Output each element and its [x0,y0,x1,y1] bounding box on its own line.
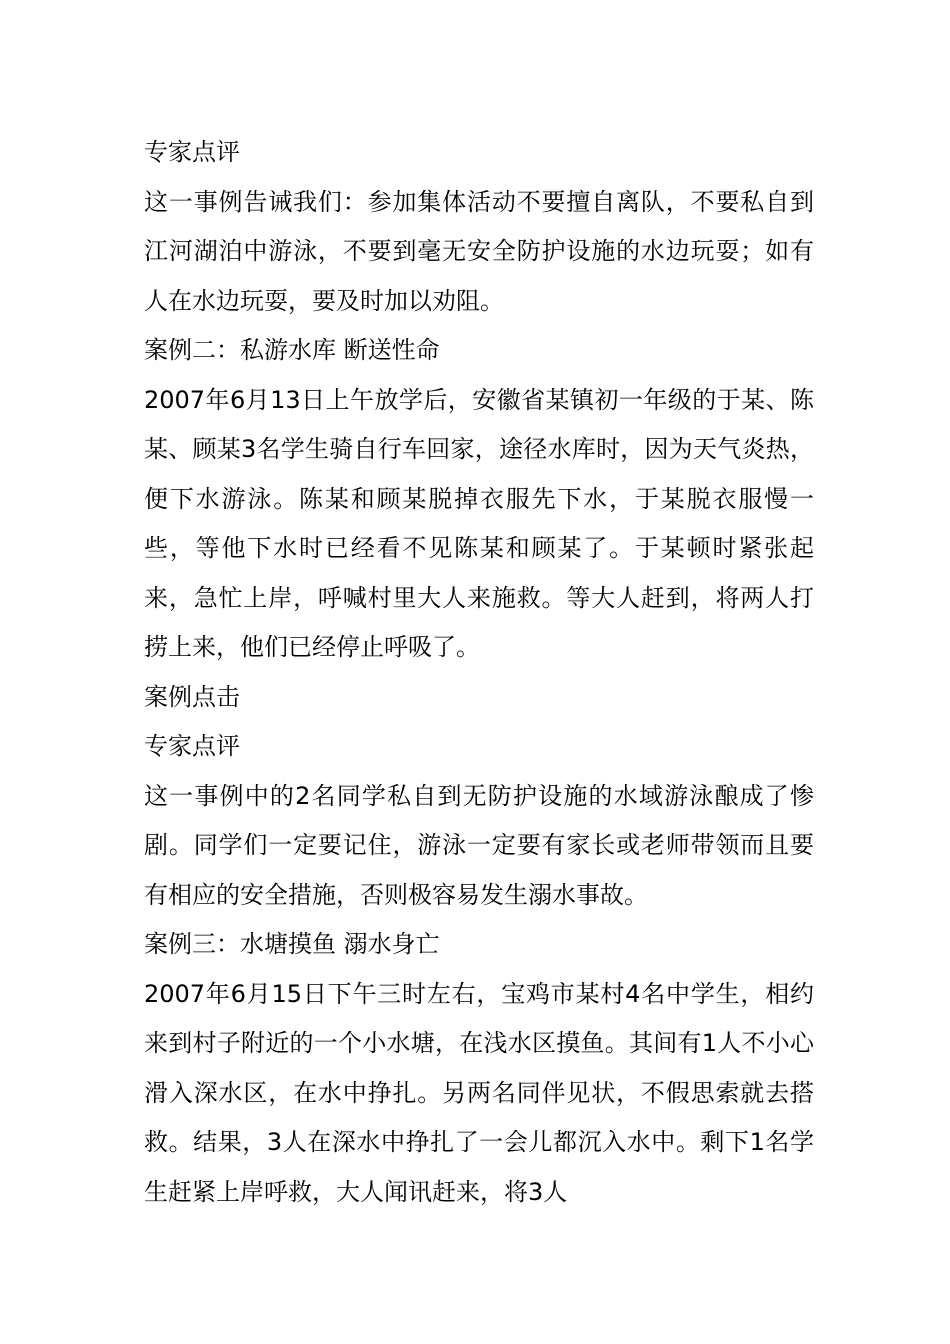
heading-case-two: 案例二：私游水库 断送性命 [144,336,440,364]
heading-expert-comment-1: 专家点评 [144,138,240,166]
heading-expert-comment-2: 专家点评 [144,732,240,760]
heading-case-click: 案例点击 [144,682,240,711]
document-body [144,128,814,1217]
case-two-text: 2007年6月13日上午放学后，安徽省某镇初一年级的于某、陈某、顾某3名学生骑自行车回家，途径水库时，因为天气炎热，便下水游泳。陈某和顾某脱掉衣服先下水，于某脱衣服慢一些，等他下水时已经看不见陈某和顾某了。于某顿时紧张起来，急忙上岸，呼喊村里大人来施救。等大人赶到，将两人打捞上来，他们已经停止呼吸了。 [144,385,814,661]
expert-comment-2-text: 这一事例中的2名同学私自到无防护设施的水域游泳酿成了惨剧。同学们一定要记住，游泳一定要有家长或老师带领而且要有相应的安全措施，否则极容易发生溺水事故。 [144,781,814,909]
expert-comment-1-text: 这一事例告诫我们：参加集体活动不要擅自离队，不要私自到江河湖泊中游泳，不要到毫无安全防护设施的水边玩耍；如有人在水边玩耍，要及时加以劝阻。 [144,187,814,315]
heading-case-three: 案例三：水塘摸鱼 溺水身亡 [144,930,440,958]
case-three-text: 2007年6月15日下午三时左右，宝鸡市某村4名中学生，相约来到村子附近的一个小水塘，在浅水区摸鱼。其间有1人不小心滑入深水区，在水中挣扎。另两名同伴见状，不假思索就去搭救。结果，3人在深水中挣扎了一会儿都沉入水中。剩下1名学生赶紧上岸呼救，大人闻讯赶来，将3人 [144,979,814,1206]
